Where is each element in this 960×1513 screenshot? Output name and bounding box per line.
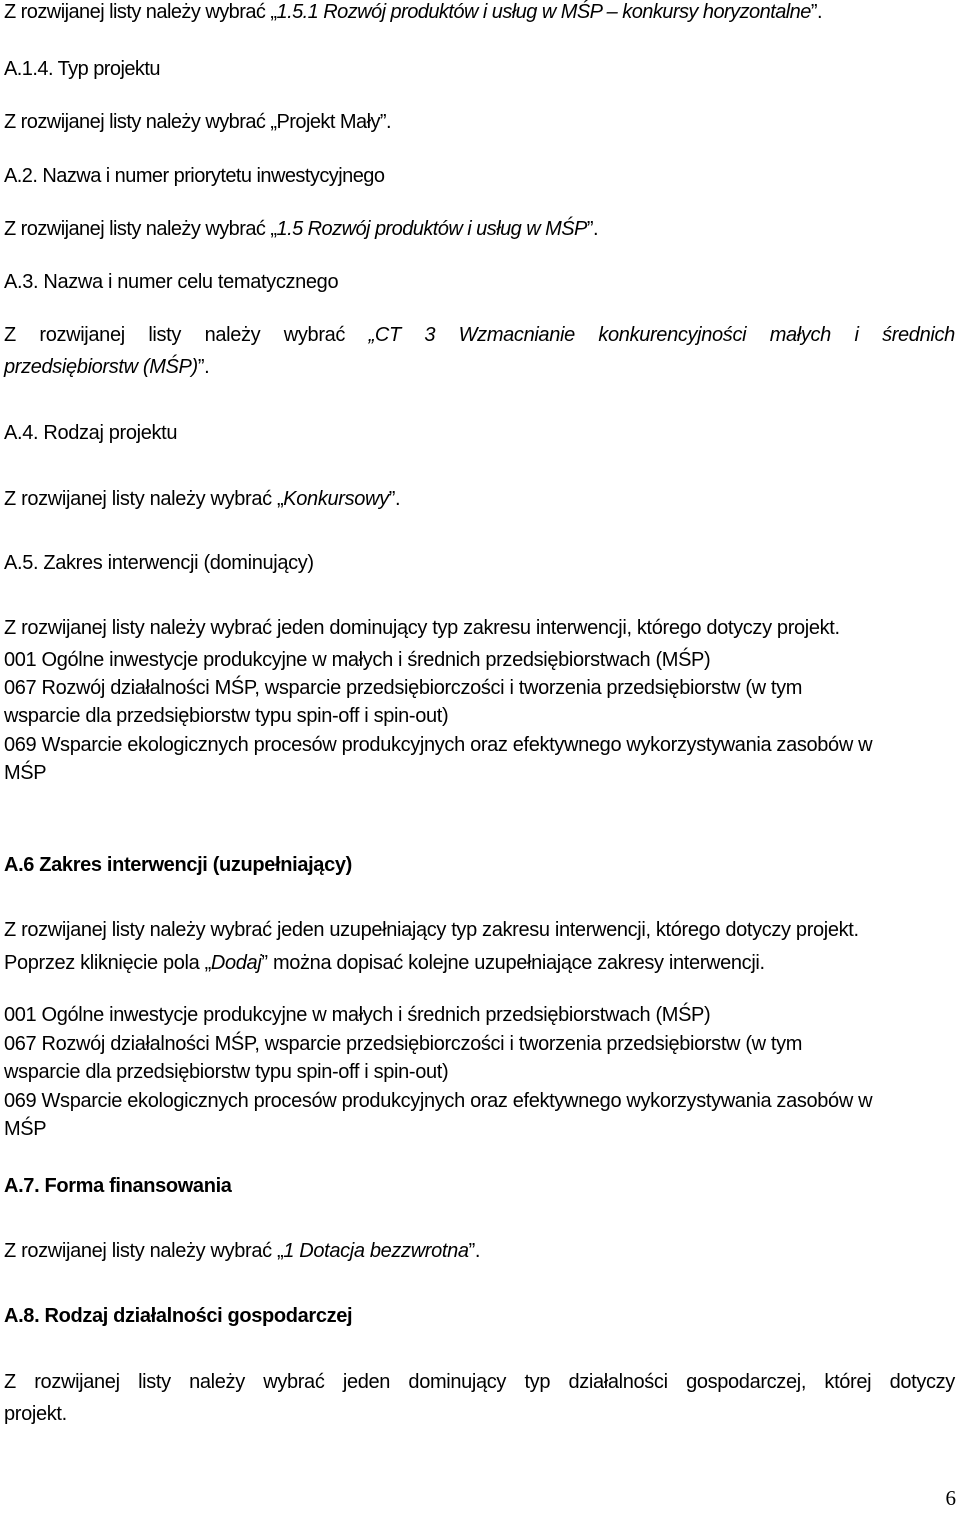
word: jeden: [342, 1371, 391, 1393]
section-a2-heading: A.2. Nazwa i numer priorytetu inwestycyjnego: [4, 165, 385, 187]
section-a5-instruction: Z rozwijanej listy należy wybrać jeden dominujący typ zakresu interwencji, którego dotyczy projekt.: [4, 617, 840, 639]
word: Z: [4, 1371, 16, 1393]
section-a4-value: Konkursowy: [283, 488, 389, 510]
section-a2-prefix: Z rozwijanej listy należy wybrać „: [4, 218, 277, 240]
section-a5-option: MŚP: [4, 762, 47, 784]
section-a4-instruction: [4, 487, 400, 511]
section-a8-instruction-line1: [4, 1370, 955, 1394]
word: wybrać: [263, 1371, 325, 1393]
section-a6-option: 069 Wsparcie ekologicznych procesów produkcyjnych oraz efektywnego wykorzystywania zasobów w: [4, 1090, 873, 1112]
section-a6-instruction: Z rozwijanej listy należy wybrać jeden uzupełniający typ zakresu interwencji, którego dotyczy projekt.: [4, 919, 859, 941]
section-a3-instruction-line2: [4, 355, 209, 379]
intro-line-prefix: Z rozwijanej listy należy wybrać „: [4, 1, 277, 23]
word: należy: [189, 1371, 245, 1393]
section-a6-option: 067 Rozwój działalności MŚP, wsparcie przedsiębiorczości i tworzenia przedsiębiorstw (w tym: [4, 1033, 803, 1055]
page-number: 6: [945, 1486, 956, 1510]
word: której: [824, 1371, 872, 1393]
section-a6-add-suffix: ” można dopisać kolejne uzupełniające zakresy interwencji.: [261, 952, 765, 974]
section-a3-instruction-line1: [4, 323, 955, 347]
section-a6-add-prefix: Poprzez kliknięcie pola „: [4, 952, 211, 974]
section-a3-heading: A.3. Nazwa i numer celu tematycznego: [4, 271, 339, 293]
word: typ: [524, 1371, 551, 1393]
section-a6-add-value: Dodaj: [210, 952, 262, 974]
word: działalności: [568, 1371, 668, 1393]
section-a5-option: 067 Rozwój działalności MŚP, wsparcie przedsiębiorczości i tworzenia przedsiębiorstw (w tym: [4, 677, 803, 699]
intro-line-value: 1.5.1 Rozwój produktów i usług w MŚP – konkursy horyzontalne: [276, 1, 811, 23]
word: dotyczy: [889, 1371, 955, 1393]
section-a7-instruction: [4, 1239, 480, 1263]
section-a7-heading: A.7. Forma finansowania: [4, 1175, 232, 1197]
word: małych: [769, 324, 831, 346]
word: średnich: [882, 324, 955, 346]
word: wybrać: [283, 324, 346, 346]
section-a6-heading: A.6 Zakres interwencji (uzupełniający): [4, 854, 352, 876]
section-a2-suffix: ”.: [586, 218, 598, 240]
intro-line-suffix: ”.: [810, 1, 822, 23]
word: konkurencyjności: [598, 324, 747, 346]
section-a6-option: 001 Ogólne inwestycje produkcyjne w małych i średnich przedsiębiorstwach (MŚP): [4, 1004, 711, 1026]
word: Z: [4, 324, 16, 346]
section-a2-instruction: [4, 217, 598, 241]
word: dominujący: [408, 1371, 507, 1393]
word: rozwijanej: [39, 324, 125, 346]
word: 3: [424, 324, 436, 346]
section-a3-value-cont: przedsiębiorstw (MŚP): [4, 356, 198, 378]
section-a5-option: 001 Ogólne inwestycje produkcyjne w małych i średnich przedsiębiorstwach (MŚP): [4, 649, 711, 671]
section-a7-suffix: ”.: [468, 1240, 481, 1262]
section-a4-suffix: ”.: [388, 488, 401, 510]
section-a8-instruction-line2: projekt.: [4, 1403, 67, 1425]
word: rozwijanej: [34, 1371, 120, 1393]
section-a3-suffix: ”.: [197, 356, 210, 378]
section-a6-add-note: [4, 951, 765, 975]
section-a2-value: 1.5 Rozwój produktów i usług w MŚP: [276, 218, 587, 240]
word: i: [854, 324, 859, 346]
section-a6-option: wsparcie dla przedsiębiorstw typu spin-off i spin-out): [4, 1061, 449, 1083]
word: listy: [148, 324, 182, 346]
section-a8-heading: A.8. Rodzaj działalności gospodarczej: [4, 1305, 353, 1327]
section-a14-heading: A.1.4. Typ projektu: [4, 58, 160, 80]
section-a6-option: MŚP: [4, 1118, 47, 1140]
section-a14-instruction: Z rozwijanej listy należy wybrać „Projekt Mały”.: [4, 111, 392, 133]
section-a5-heading: A.5. Zakres interwencji (dominujący): [4, 552, 314, 574]
section-a5-option: 069 Wsparcie ekologicznych procesów produkcyjnych oraz efektywnego wykorzystywania zasobów w: [4, 734, 873, 756]
word: Wzmacnianie: [458, 324, 575, 346]
word: gospodarczej,: [686, 1371, 807, 1393]
intro-line: [4, 0, 822, 24]
section-a7-prefix: Z rozwijanej listy należy wybrać „: [4, 1240, 284, 1262]
section-a5-option: wsparcie dla przedsiębiorstw typu spin-off i spin-out): [4, 705, 449, 727]
section-a7-value: 1 Dotacja bezzwrotna: [283, 1240, 469, 1262]
word: „CT: [368, 324, 401, 346]
section-a4-heading: A.4. Rodzaj projektu: [4, 422, 178, 444]
word: należy: [204, 324, 261, 346]
word: listy: [138, 1371, 171, 1393]
section-a4-prefix: Z rozwijanej listy należy wybrać „: [4, 488, 284, 510]
